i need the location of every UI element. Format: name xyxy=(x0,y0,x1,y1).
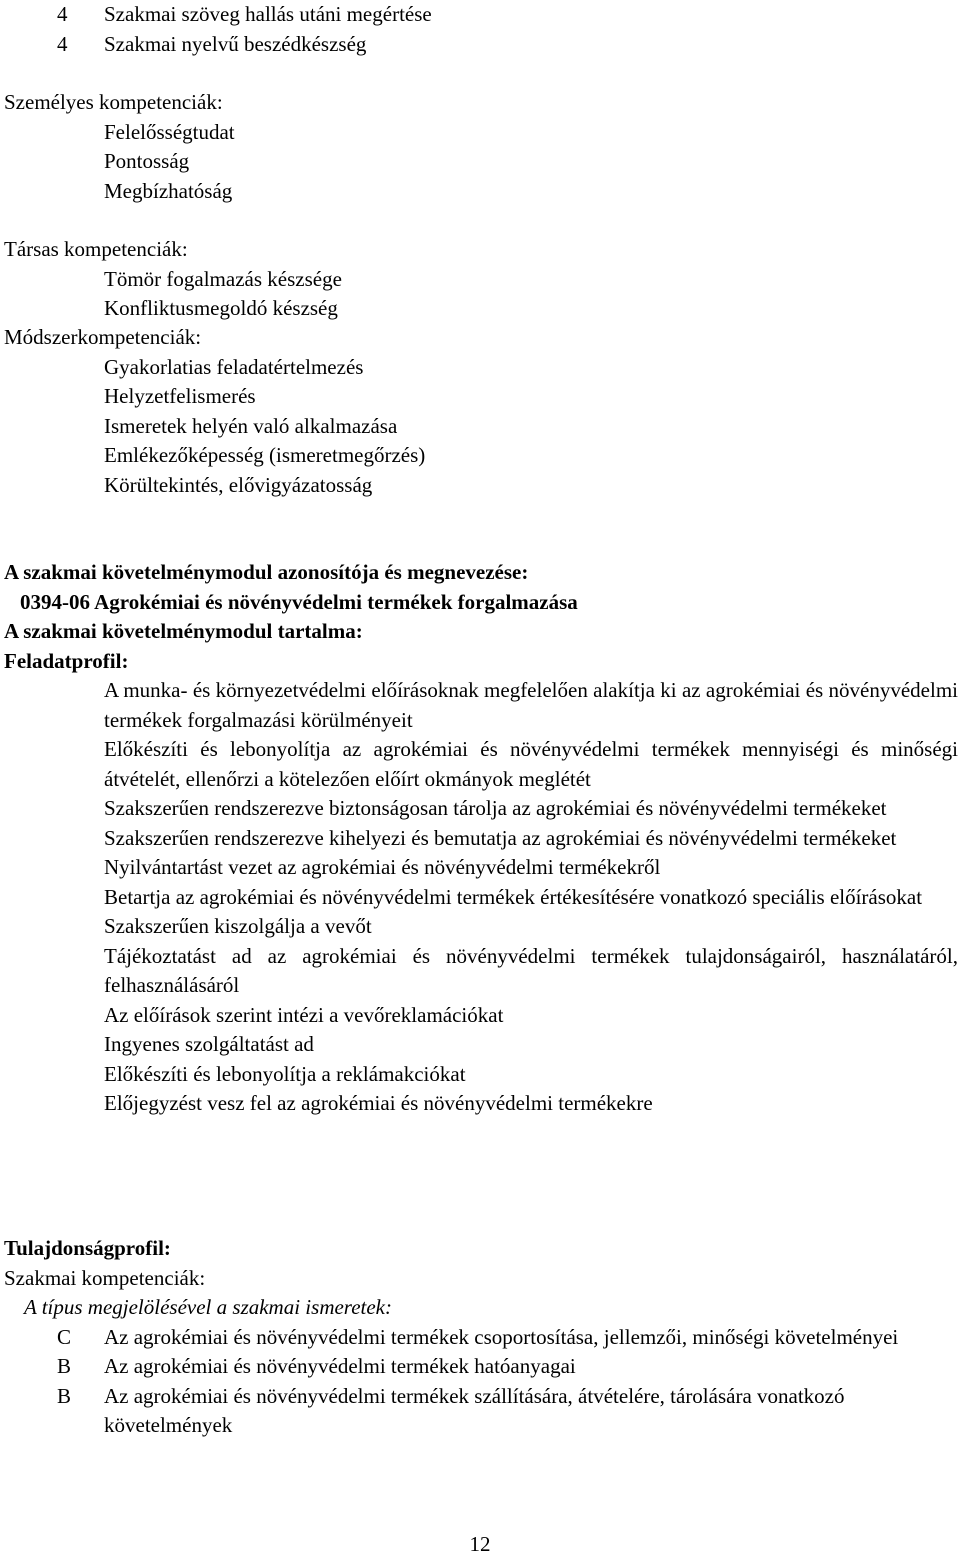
list-item: Tömör fogalmazás készsége xyxy=(104,266,342,291)
list-item: Ismeretek helyén való alkalmazása xyxy=(104,413,398,438)
knowledge-type: B xyxy=(57,1354,72,1378)
module-content-heading: A szakmai követelménymodul tartalma: xyxy=(4,619,363,643)
task-item: Tájékoztatást ad az agrokémiai és növényvédelmi termékek tulajdonságairól, használatáról, felhasználásáról xyxy=(104,943,958,997)
list-item: Gyakorlatias feladatértelmezés xyxy=(104,354,364,379)
module-title: 0394-06 Agrokémiai és növényvédelmi termékek forgalmazása xyxy=(20,589,578,614)
list-item: Megbízhatóság xyxy=(104,178,233,203)
task-item: A munka- és környezetvédelmi előírásoknak megfelelően alakítja ki az agrokémiai és növényvédelmi termékek forgalmazási körülményeit xyxy=(104,678,958,732)
list-item: Pontosság xyxy=(104,149,190,173)
task-item: Előjegyzést vesz fel az agrokémiai és növényvédelmi termékekre xyxy=(104,1091,653,1115)
property-profile-subheading: Szakmai kompetenciák: xyxy=(4,1265,206,1290)
task-item: Szakszerűen rendszerezve biztonságosan tárolja az agrokémiai és növényvédelmi termékeket xyxy=(104,796,887,820)
knowledge-item xyxy=(0,1382,960,1441)
list-item: Felelősségtudat xyxy=(104,119,235,144)
task-profile-heading: Feladatprofil: xyxy=(4,648,129,673)
knowledge-type: C xyxy=(57,1324,72,1349)
list-item: Körültekintés, elővigyázatosság xyxy=(104,472,373,497)
property-profile xyxy=(0,1234,960,1441)
task-item: Előkészíti és lebonyolítja a reklámakciókat xyxy=(104,1061,466,1086)
task-item: Előkészíti és lebonyolítja az agrokémiai és növényvédelmi termékek mennyiségi és minőségi átvételét, ellenőrzi a kötelezően előírt okmányok meglétét xyxy=(104,737,958,791)
section-heading: Társas kompetenciák: xyxy=(4,237,188,261)
knowledge-item xyxy=(0,1352,960,1382)
task-item: Ingyenes szolgáltatást ad xyxy=(104,1032,314,1056)
method-competencies xyxy=(0,323,960,500)
task-item: Nyilvántartást vezet az agrokémiai és növényvédelmi termékekről xyxy=(104,855,661,879)
task-list xyxy=(0,676,960,1119)
item-text: Szakmai szöveg hallás utáni megértése xyxy=(104,2,432,26)
section-heading: Személyes kompetenciák: xyxy=(4,90,223,114)
module-id-heading: A szakmai követelménymodul azonosítója és megnevezése: xyxy=(4,560,529,584)
knowledge-text: Az agrokémiai és növényvédelmi termékek szállítására, átvételére, tárolására vonatkozó követelmények xyxy=(104,1383,845,1437)
list-item xyxy=(0,0,960,30)
knowledge-text: Az agrokémiai és növényvédelmi termékek hatóanyagai xyxy=(104,1354,576,1378)
knowledge-item xyxy=(0,1323,960,1353)
task-item: Szakszerűen kiszolgálja a vevőt xyxy=(104,914,372,938)
top-items xyxy=(0,0,960,59)
social-competencies xyxy=(0,235,960,324)
type-label: A típus megjelölésével a szakmai ismeretek: xyxy=(24,1295,392,1319)
item-level: 4 xyxy=(57,31,68,56)
list-item: Emlékezőképesség (ismeretmegőrzés) xyxy=(104,443,426,467)
item-level: 4 xyxy=(57,2,68,26)
item-text: Szakmai nyelvű beszédkészség xyxy=(104,31,367,56)
task-item: Betartja az agrokémiai és növényvédelmi termékek értékesítésére vonatkozó speciális előírásokat xyxy=(104,884,923,909)
task-item: Szakszerűen rendszerezve kihelyezi és bemutatja az agrokémiai és növényvédelmi termékeket xyxy=(104,825,897,850)
section-heading: Módszerkompetenciák: xyxy=(4,325,202,349)
list-item: Helyzetfelismerés xyxy=(104,384,256,408)
personal-competencies xyxy=(0,88,960,206)
page-number: 12 xyxy=(469,1532,491,1556)
knowledge-text: Az agrokémiai és növényvédelmi termékek csoportosítása, jellemzői, minőségi követelményei xyxy=(104,1324,899,1349)
property-profile-heading: Tulajdonságprofil: xyxy=(4,1236,171,1260)
module-section xyxy=(0,558,960,1119)
list-item xyxy=(0,30,960,60)
list-item: Konfliktusmegoldó készség xyxy=(104,296,338,320)
knowledge-type: B xyxy=(57,1383,72,1408)
task-item: Az előírások szerint intézi a vevőreklamációkat xyxy=(104,1002,504,1027)
